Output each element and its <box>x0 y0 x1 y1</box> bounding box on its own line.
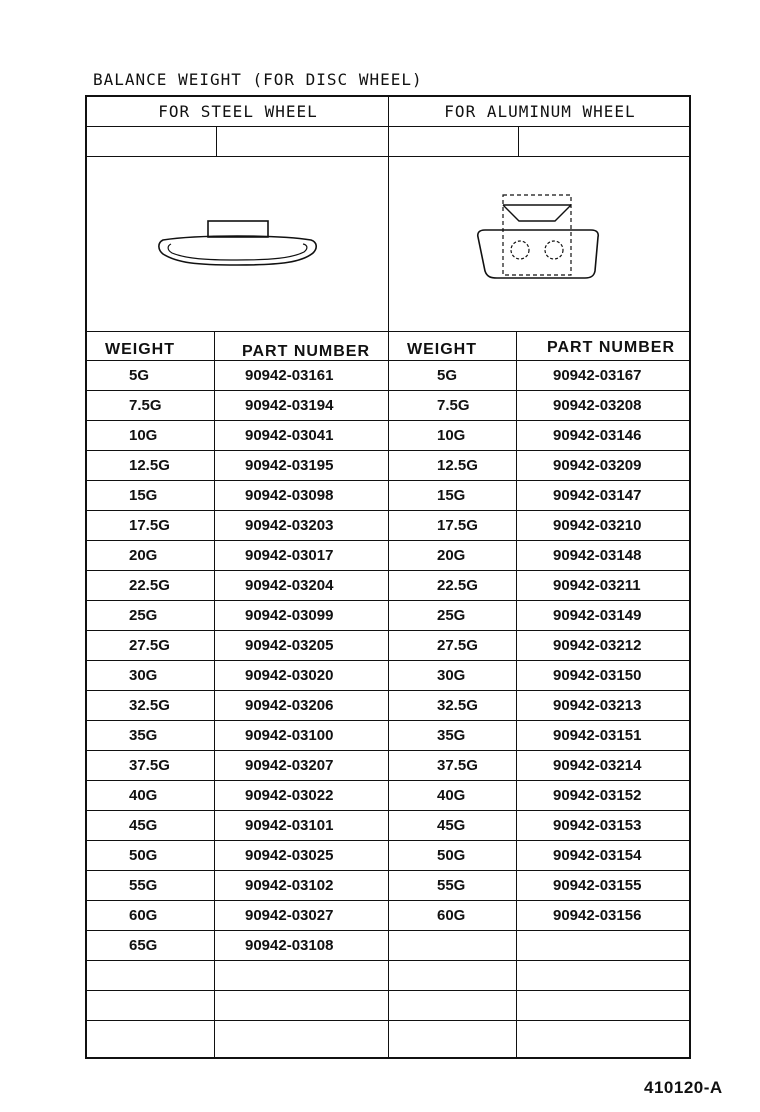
aluminum-weight-cell: 45G <box>437 817 466 834</box>
aluminum-weight-cell: 15G <box>437 487 466 504</box>
aluminum-part-number-cell: 90942-03211 <box>553 577 641 594</box>
aluminum-weight-cell: 30G <box>437 667 466 684</box>
row-divider <box>87 990 689 991</box>
steel-weight-cell: 60G <box>129 907 158 924</box>
steel-weight-cell: 45G <box>129 817 158 834</box>
aluminum-weight-cell: 55G <box>437 877 466 894</box>
aluminum-part-number-cell: 90942-03212 <box>553 637 642 654</box>
steel-weight-cell: 20G <box>129 547 158 564</box>
steel-weight-cell: 7.5G <box>129 397 162 414</box>
aluminum-part-number-cell: 90942-03151 <box>553 727 642 744</box>
steel-weight-cell: 5G <box>129 367 150 384</box>
aluminum-part-number-cell: 90942-03146 <box>553 427 642 444</box>
aluminum-weight-cell: 5G <box>437 367 458 384</box>
steel-part-number-cell: 90942-03195 <box>245 457 334 474</box>
steel-weight-cell: 17.5G <box>129 517 170 534</box>
aluminum-part-number-cell: 90942-03209 <box>553 457 642 474</box>
aluminum-weight-cell: 37.5G <box>437 757 478 774</box>
aluminum-column-divider <box>516 331 517 1057</box>
steel-part-number-cell: 90942-03099 <box>245 607 334 624</box>
aluminum-weight-cell: 60G <box>437 907 466 924</box>
steel-part-number-cell: 90942-03027 <box>245 907 334 924</box>
steel-part-number-cell: 90942-03041 <box>245 427 334 444</box>
row-divider <box>87 1020 689 1021</box>
aluminum-part-number-cell: 90942-03150 <box>553 667 642 684</box>
aluminum-part-column-header: PART NUMBER <box>547 339 676 356</box>
figure-code: 410120-A <box>644 1078 723 1097</box>
steel-part-number-cell: 90942-03206 <box>245 697 334 714</box>
aluminum-weight-cell: 7.5G <box>437 397 470 414</box>
aluminum-weight-cell: 40G <box>437 787 466 804</box>
steel-weight-cell: 22.5G <box>129 577 170 594</box>
steel-part-number-cell: 90942-03100 <box>245 727 334 744</box>
aluminum-part-number-cell: 90942-03153 <box>553 817 642 834</box>
steel-blank-divider <box>216 126 217 156</box>
page-title: BALANCE WEIGHT (FOR DISC WHEEL) <box>93 70 423 89</box>
steel-weight-cell: 12.5G <box>129 457 170 474</box>
aluminum-wheel-weight-figure <box>389 157 691 332</box>
steel-part-number-cell: 90942-03207 <box>245 757 334 774</box>
aluminum-part-number-cell: 90942-03155 <box>553 877 642 894</box>
steel-part-number-cell: 90942-03101 <box>245 817 334 834</box>
steel-part-number-cell: 90942-03098 <box>245 487 334 504</box>
steel-weight-cell: 50G <box>129 847 158 864</box>
aluminum-weight-column-header: WEIGHT <box>407 341 477 358</box>
steel-wheel-weight-figure <box>87 157 389 332</box>
balance-weight-table <box>85 95 691 1059</box>
steel-weight-cell: 37.5G <box>129 757 170 774</box>
steel-part-number-cell: 90942-03108 <box>245 937 334 954</box>
steel-weight-cell: 25G <box>129 607 158 624</box>
steel-part-number-cell: 90942-03020 <box>245 667 334 684</box>
steel-weight-cell: 30G <box>129 667 158 684</box>
aluminum-weight-cell: 25G <box>437 607 466 624</box>
aluminum-weight-cell: 10G <box>437 427 466 444</box>
steel-wheel-header: FOR STEEL WHEEL <box>158 102 318 121</box>
steel-weight-cell: 55G <box>129 877 158 894</box>
aluminum-part-number-cell: 90942-03156 <box>553 907 642 924</box>
steel-part-number-cell: 90942-03022 <box>245 787 334 804</box>
steel-part-number-cell: 90942-03017 <box>245 547 334 564</box>
aluminum-part-number-cell: 90942-03214 <box>553 757 642 774</box>
steel-weight-cell: 27.5G <box>129 637 170 654</box>
aluminum-blank-divider <box>518 126 519 156</box>
aluminum-weight-cell: 22.5G <box>437 577 478 594</box>
aluminum-part-number-cell: 90942-03148 <box>553 547 642 564</box>
steel-weight-column-header: WEIGHT <box>105 341 175 358</box>
steel-part-number-cell: 90942-03205 <box>245 637 334 654</box>
aluminum-weight-cell: 12.5G <box>437 457 478 474</box>
aluminum-weight-cell: 50G <box>437 847 466 864</box>
row-divider <box>87 960 689 961</box>
aluminum-part-number-cell: 90942-03147 <box>553 487 642 504</box>
aluminum-weight-cell: 35G <box>437 727 466 744</box>
steel-weight-cell: 10G <box>129 427 158 444</box>
aluminum-part-number-cell: 90942-03154 <box>553 847 642 864</box>
steel-part-number-cell: 90942-03161 <box>245 367 334 384</box>
steel-weight-cell: 15G <box>129 487 158 504</box>
aluminum-part-number-cell: 90942-03149 <box>553 607 642 624</box>
aluminum-part-number-cell: 90942-03152 <box>553 787 642 804</box>
aluminum-part-number-cell: 90942-03213 <box>553 697 642 714</box>
steel-weight-cell: 65G <box>129 937 158 954</box>
aluminum-wheel-header: FOR ALUMINUM WHEEL <box>444 102 636 121</box>
steel-weight-cell: 35G <box>129 727 158 744</box>
steel-part-number-cell: 90942-03025 <box>245 847 334 864</box>
aluminum-part-number-cell: 90942-03210 <box>553 517 642 534</box>
steel-part-number-cell: 90942-03204 <box>245 577 334 594</box>
steel-column-divider <box>214 331 215 1057</box>
aluminum-weight-cell: 27.5G <box>437 637 478 654</box>
steel-weight-cell: 40G <box>129 787 158 804</box>
steel-weight-cell: 32.5G <box>129 697 170 714</box>
aluminum-weight-cell: 17.5G <box>437 517 478 534</box>
aluminum-part-number-cell: 90942-03208 <box>553 397 642 414</box>
steel-part-number-cell: 90942-03203 <box>245 517 334 534</box>
aluminum-weight-cell: 20G <box>437 547 466 564</box>
steel-part-number-cell: 90942-03194 <box>245 397 334 414</box>
steel-part-column-header: PART NUMBER <box>242 343 371 360</box>
aluminum-weight-cell: 32.5G <box>437 697 478 714</box>
aluminum-part-number-cell: 90942-03167 <box>553 367 642 384</box>
steel-part-number-cell: 90942-03102 <box>245 877 334 894</box>
